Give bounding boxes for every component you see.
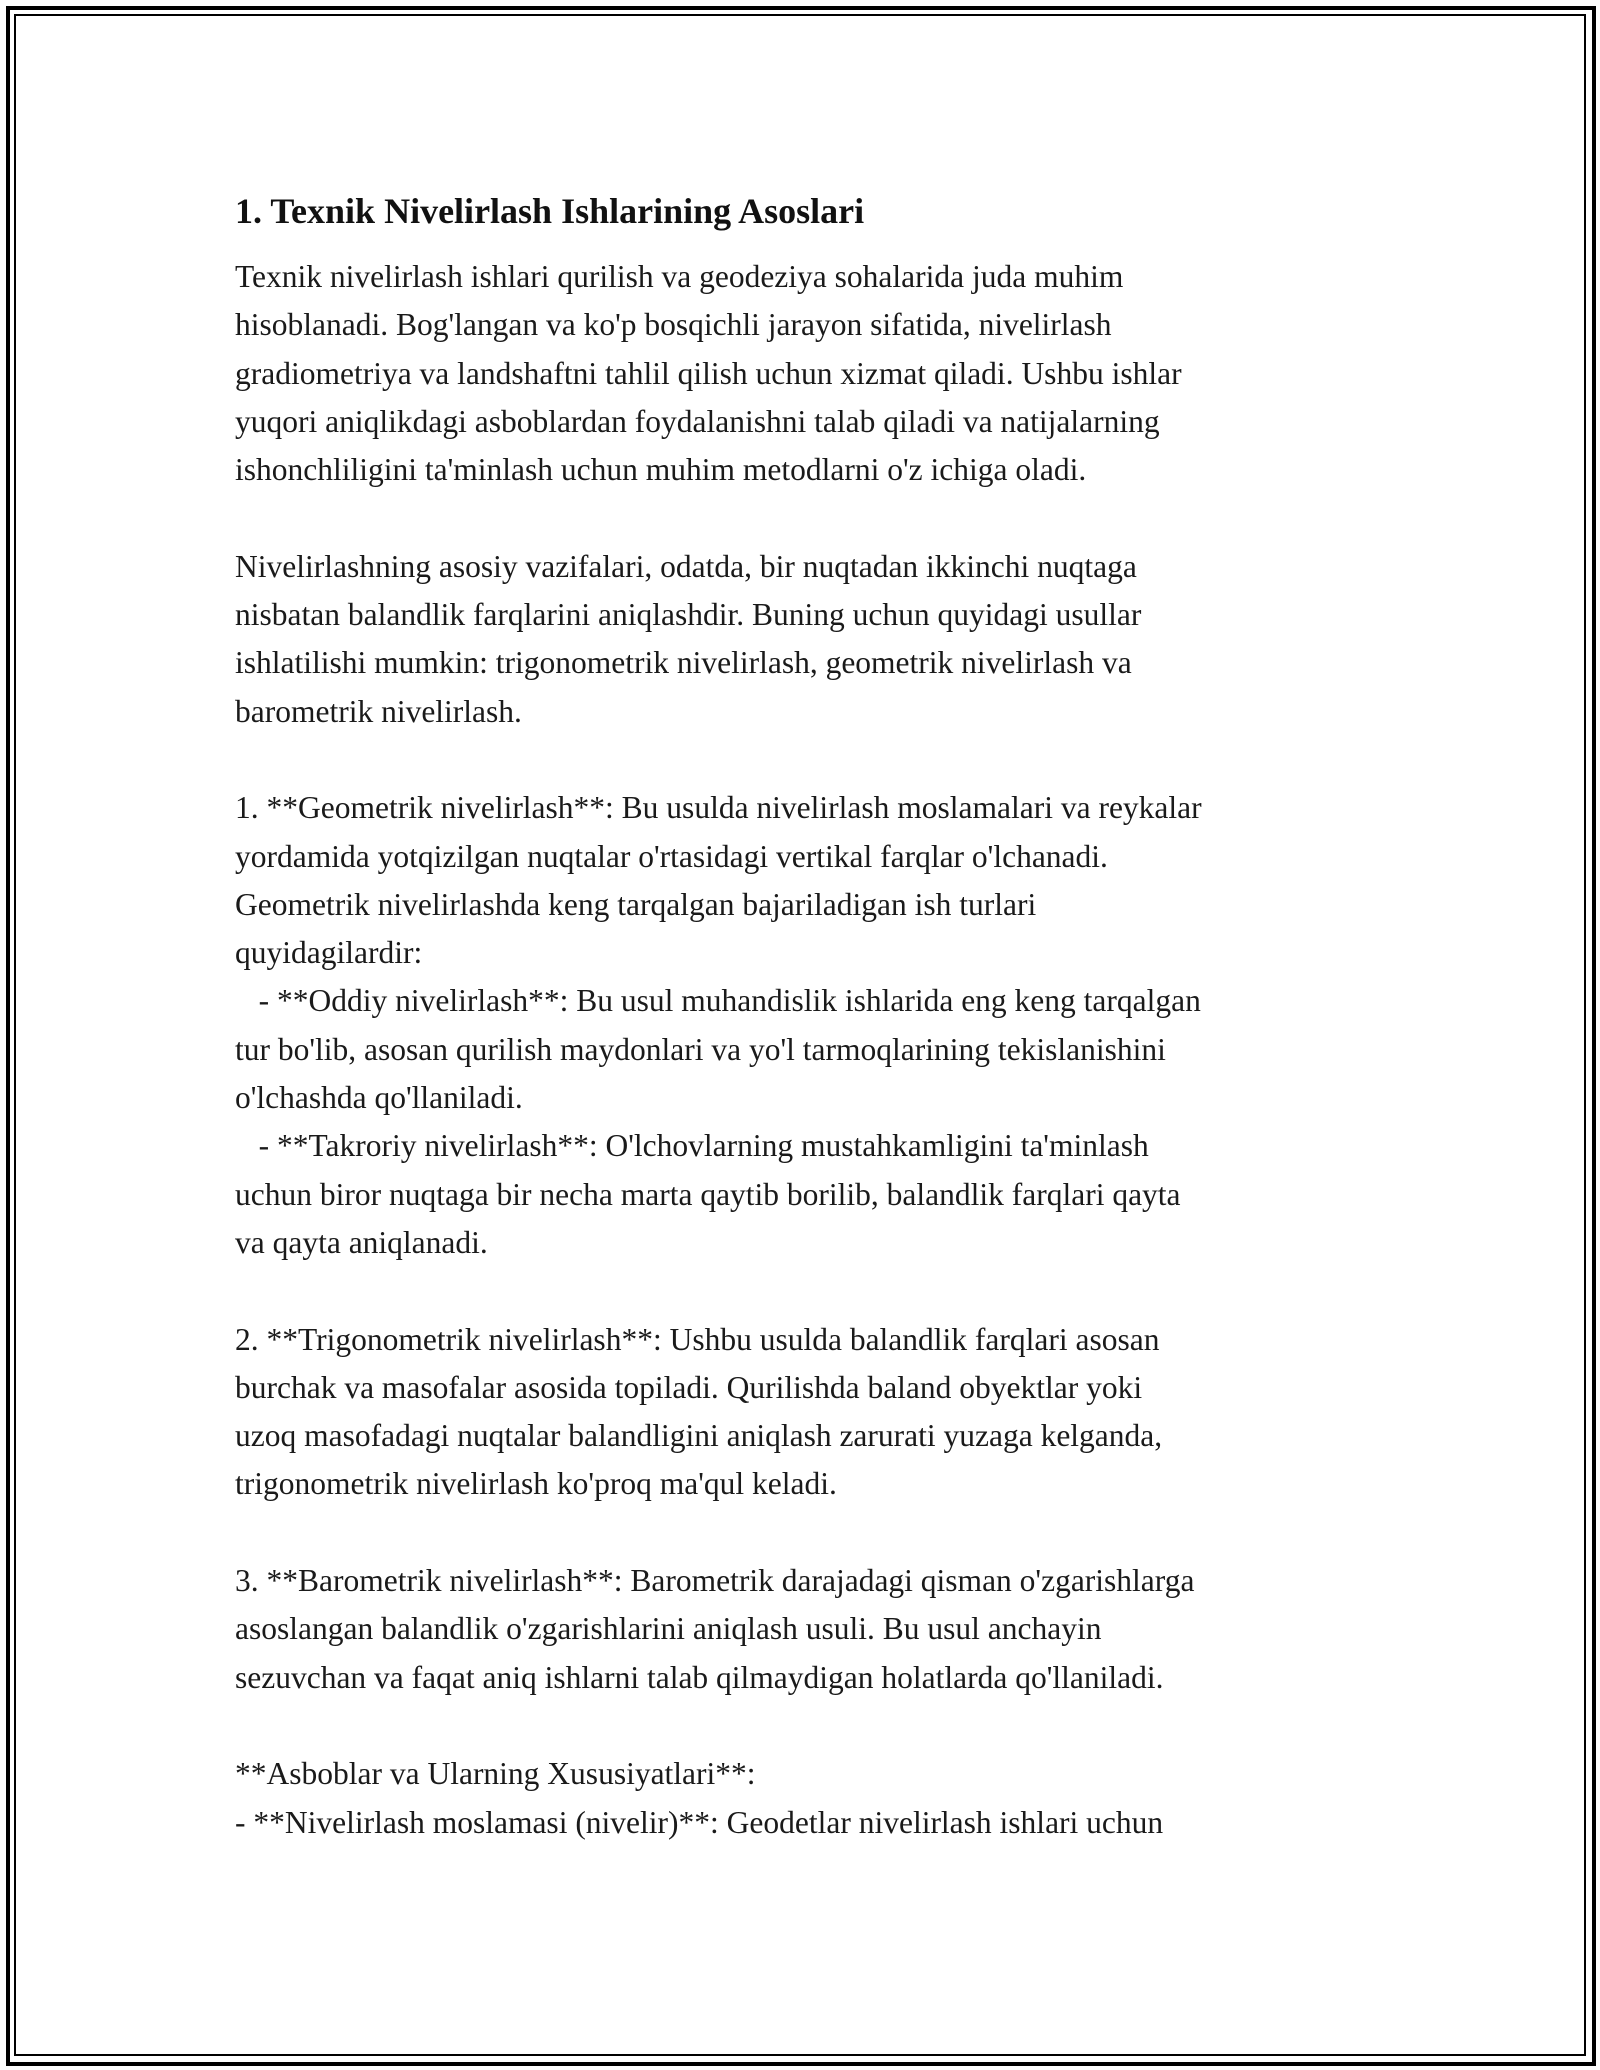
document-title: 1. Texnik Nivelirlash Ishlarining Asoslari [235,191,865,231]
paragraph-intro: Texnik nivelirlash ishlari qurilish va geodeziya sohalarida juda muhim hisoblanadi. Bog'langan va ko'p bosqichli jarayon sifatida, nivelirlash gradiometriya va landshaftni tahlil qilish uchun xizmat qiladi. Ushbu ishlar yuqori aniqlikdagi asboblardan foydalanishni talab qiladi va natijalarning ishonchliligini ta'minlash uchun muhim metodlarni o'z ichiga oladi. [235,259,1182,488]
paragraph-tasks: Nivelirlashning asosiy vazifalari, odatda, bir nuqtadan ikkinchi nuqtaga nisbatan balandlik farqlarini aniqlashdir. Buning uchun quyidagi usullar ishlatilishi mumkin: trigonometrik nivelirlash, geometrik nivelirlash va barometrik nivelirlash. [235,548,1142,729]
document-body [235,185,1375,1847]
paragraph-instruments: **Asboblar va Ularning Xususiyatlari**: - **Nivelirlash moslamasi (nivelir)**: Geodetlar nivelirlash ishlari uchun [235,1756,1164,1840]
paragraph-barometric: 3. **Barometrik nivelirlash**: Barometrik darajadagi qisman o'zgarishlarga asoslangan balandlik o'zgarishlarini aniqlash usuli. Bu usul anchayin sezuvchan va faqat aniq ishlarni talab qilmaydigan holatlarda qo'llaniladi. [235,1563,1195,1695]
paragraph-spacer [235,494,1375,542]
paragraph-spacer [235,736,1375,784]
paragraph-geometric: 1. **Geometrik nivelirlash**: Bu usulda nivelirlash moslamalari va reykalar yordamida yotqizilgan nuqtalar o'rtasidagi vertikal farqlar o'lchanadi. Geometrik nivelirlashda keng tarqalgan bajariladigan ish turlari quyidagilardir: - **Oddiy nivelirlash**: Bu usul muhandislik ishlarida eng keng tarqalgan tur bo'lib, asosan qurilish maydonlari va yo'l tarmoqlarining tekislanishini o'lchashda qo'llaniladi. - **Takroriy nivelirlash**: O'lchovlarning mustahkamligini ta'minlash uchun biror nuqtaga bir necha marta qaytib borilib, balandlik farqlari qayta va qayta aniqlanadi. [235,790,1202,1260]
paragraph-trigonometric: 2. **Trigonometrik nivelirlash**: Ushbu usulda balandlik farqlari asosan burchak va masofalar asosida topiladi. Qurilishda baland obyektlar yoki uzoq masofadagi nuqtalar balandligini aniqlash zarurati yuzaga kelganda, trigonometrik nivelirlash ko'proq ma'qul keladi. [235,1321,1163,1502]
paragraph-spacer [235,1267,1375,1315]
paragraph-spacer [235,1509,1375,1557]
paragraph-spacer [235,1702,1375,1750]
